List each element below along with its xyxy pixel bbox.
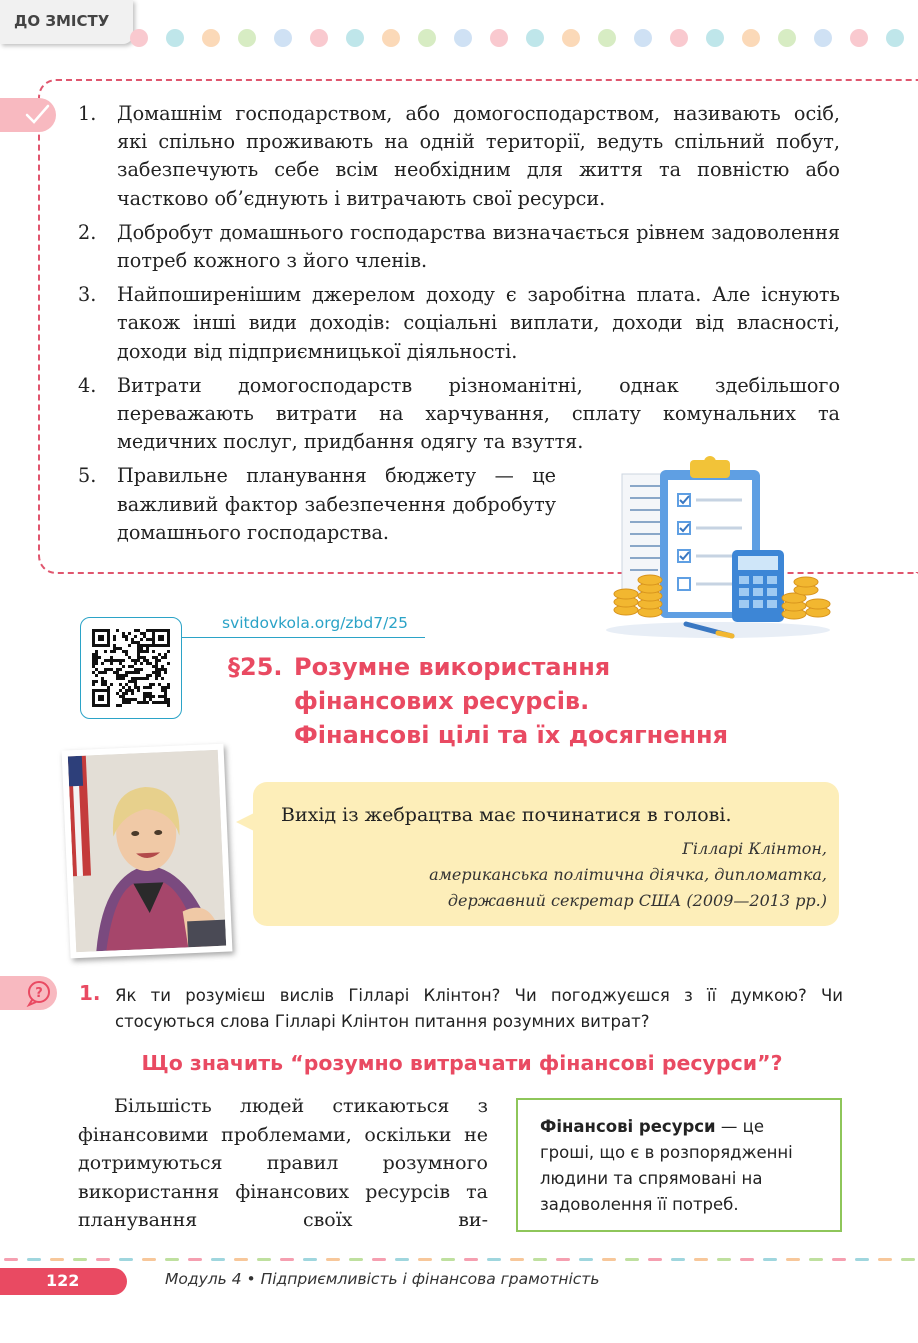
decor-dash bbox=[211, 1258, 225, 1261]
decor-dash bbox=[188, 1258, 202, 1261]
decor-dot bbox=[886, 29, 904, 47]
decor-dot bbox=[850, 29, 868, 47]
decor-dot bbox=[166, 29, 184, 47]
quote-author-role: американська політична діячка, дипломатка, bbox=[429, 865, 827, 884]
decor-dash bbox=[372, 1258, 386, 1261]
decor-dash bbox=[96, 1258, 110, 1261]
qr-code-icon bbox=[92, 629, 170, 707]
question-icon bbox=[25, 979, 53, 1007]
decor-dash bbox=[464, 1258, 478, 1261]
title-line: фінансових ресурсів. bbox=[294, 687, 590, 715]
decor-dash bbox=[855, 1258, 869, 1261]
decor-dot bbox=[202, 29, 220, 47]
qr-code[interactable] bbox=[80, 617, 182, 719]
decor-dash bbox=[441, 1258, 455, 1261]
decor-dot bbox=[814, 29, 832, 47]
checkmark-icon bbox=[24, 103, 50, 127]
decor-dash bbox=[510, 1258, 524, 1261]
decor-dash bbox=[625, 1258, 639, 1261]
section-heading: Що значить “розумно витрачати фінансові ресурси”? bbox=[141, 1051, 783, 1075]
decor-dash bbox=[326, 1258, 340, 1261]
decor-dash bbox=[73, 1258, 87, 1261]
decor-dash bbox=[648, 1258, 662, 1261]
decor-dot bbox=[490, 29, 508, 47]
decor-dot bbox=[526, 29, 544, 47]
footer-divider bbox=[0, 1258, 918, 1262]
decor-dash bbox=[809, 1258, 823, 1261]
title-line: Фінансові цілі та їх досягнення bbox=[294, 721, 729, 749]
decor-dot bbox=[598, 29, 616, 47]
svg-text:?: ? bbox=[35, 986, 43, 1001]
page-number: 122 bbox=[0, 1268, 127, 1295]
decor-dash bbox=[487, 1258, 501, 1261]
decor-dash bbox=[303, 1258, 317, 1261]
budget-illustration bbox=[598, 452, 838, 640]
decor-dash bbox=[4, 1258, 18, 1261]
decor-dash bbox=[280, 1258, 294, 1261]
decor-dash bbox=[878, 1258, 892, 1261]
decor-dash bbox=[556, 1258, 570, 1261]
decor-dash bbox=[740, 1258, 754, 1261]
summary-item: 1. Домашнім господарством, або домогосподарством, називають осіб, які спільно проживають на одній території, ведуть спільний побут, забезпечують себе всім необхідним для життя та повністю або частково об’єднують і витрачають свої ресурси. bbox=[78, 102, 840, 210]
decor-dash bbox=[349, 1258, 363, 1261]
summary-item: 4. Витрати домогосподарств різноманітні, однак здебільшого переважають витрати на харчування, сплату комунальних та медичних послуг, придбання одягу та взуття. bbox=[78, 373, 840, 454]
decor-dash bbox=[142, 1258, 156, 1261]
summary-marker bbox=[0, 98, 56, 132]
decor-dash bbox=[694, 1258, 708, 1261]
decor-dot bbox=[130, 29, 148, 47]
decor-dash bbox=[533, 1258, 547, 1261]
decor-dot bbox=[742, 29, 760, 47]
decor-dot bbox=[454, 29, 472, 47]
resource-link[interactable]: svitdovkola.org/zbd7/25 bbox=[222, 614, 409, 632]
decor-dash bbox=[119, 1258, 133, 1261]
decor-dot bbox=[706, 29, 724, 47]
question-text: Як ти розумієш вислів Гілларі Клінтон? Чи погоджуєшся з її думкою? Чи стосуються слова Гілларі Клінтон питання розумних витрат? bbox=[115, 986, 843, 1031]
decor-dash bbox=[901, 1258, 915, 1261]
decor-dash bbox=[763, 1258, 777, 1261]
decor-dash bbox=[602, 1258, 616, 1261]
quote-attribution bbox=[429, 836, 827, 914]
decor-dot bbox=[634, 29, 652, 47]
decor-dot bbox=[346, 29, 364, 47]
link-underline bbox=[182, 637, 425, 638]
decor-dot bbox=[238, 29, 256, 47]
decor-dot bbox=[670, 29, 688, 47]
decor-dot bbox=[310, 29, 328, 47]
summary-item: 5. Правильне планування бюджету — це важливий фактор забезпечення добробуту домашнього господарства. bbox=[78, 464, 556, 544]
decor-dash bbox=[50, 1258, 64, 1261]
decor-dash bbox=[165, 1258, 179, 1261]
summary-item: 2. Добробут домашнього господарства визначається рівнем задоволення потреб кожного з його членів. bbox=[78, 220, 840, 273]
title-line: Розумне використання bbox=[294, 653, 611, 681]
quote-text: Вихід із жебрацтва має починатися в голові. bbox=[281, 804, 732, 826]
decor-dash bbox=[395, 1258, 409, 1261]
module-title: Модуль 4 • Підприємливість і фінансова грамотність bbox=[165, 1270, 600, 1288]
toc-button[interactable]: ДО ЗМІСТУ bbox=[0, 0, 133, 44]
decor-dot bbox=[274, 29, 292, 47]
definition-box bbox=[516, 1098, 842, 1232]
decor-dash bbox=[418, 1258, 432, 1261]
definition-term: Фінансові ресурси bbox=[540, 1117, 716, 1136]
decor-dash bbox=[27, 1258, 41, 1261]
decor-dash bbox=[257, 1258, 271, 1261]
decor-dot bbox=[778, 29, 796, 47]
question-number: 1. bbox=[79, 981, 101, 1005]
portrait-photo bbox=[62, 744, 233, 959]
decor-dot bbox=[418, 29, 436, 47]
question-marker bbox=[0, 976, 57, 1010]
quote-author: Гілларі Клінтон, bbox=[682, 839, 827, 858]
decor-dash bbox=[717, 1258, 731, 1261]
body-paragraph: Більшість людей стикаються з фінансовими проблемами, оскільки не дотримуються правил розумного використання фінансових ресурсів та планування своїх ви- bbox=[78, 1095, 488, 1232]
decor-dash bbox=[786, 1258, 800, 1261]
decorative-dots bbox=[130, 29, 910, 47]
paragraph-number: §25. bbox=[228, 653, 283, 681]
decor-dot bbox=[562, 29, 580, 47]
decor-dot bbox=[382, 29, 400, 47]
quote-author-role: державний секретар США (2009—2013 рр.) bbox=[447, 891, 827, 910]
definition-text: — це гроші, що є в розпорядженні людини та спрямовані на задоволення її потреб. bbox=[540, 1117, 793, 1214]
decor-dash bbox=[671, 1258, 685, 1261]
decor-dash bbox=[579, 1258, 593, 1261]
decor-dash bbox=[234, 1258, 248, 1261]
decor-dash bbox=[832, 1258, 846, 1261]
portrait-image bbox=[68, 750, 226, 952]
summary-item: 3. Найпоширенішим джерелом доходу є заробітна плата. Але існують також інші види доходів: соціальні виплати, доходи від власності, доходи від підприємницької діяльності. bbox=[78, 283, 840, 363]
